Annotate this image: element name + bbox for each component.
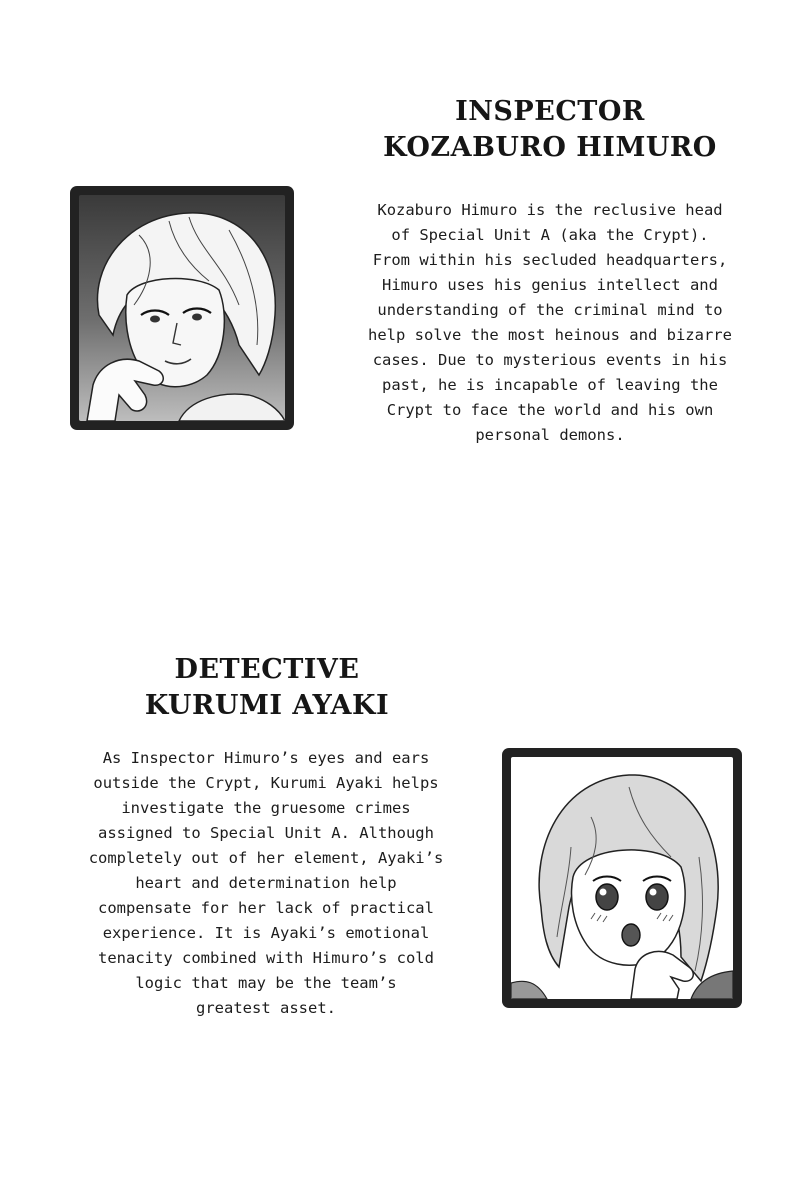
ayaki-portrait-illustration xyxy=(511,757,733,999)
bio-line: greatest asset. xyxy=(196,999,336,1017)
bio-line: past, he is incapable of leaving the xyxy=(382,376,718,394)
bio-line: of Special Unit A (aka the Crypt). xyxy=(391,226,709,244)
bio-line: assigned to Special Unit A. Although xyxy=(98,824,434,842)
bio-line: completely out of her element, Ayaki’s xyxy=(88,849,444,867)
himuro-portrait xyxy=(70,186,294,430)
ayaki-heading xyxy=(100,652,434,724)
bio-line: heart and determination help xyxy=(135,874,397,892)
heading-line: DETECTIVE xyxy=(174,654,360,685)
bio-line: experience. It is Ayaki’s emotional xyxy=(102,924,430,942)
bio-line: Kozaburo Himuro is the reclusive head xyxy=(377,201,723,219)
bio-line: logic that may be the team’s xyxy=(135,974,397,992)
heading-line: KURUMI AYAKI xyxy=(144,690,390,721)
himuro-heading xyxy=(380,94,720,166)
bio-line: investigate the gruesome crimes xyxy=(121,799,411,817)
bio-line: compensate for her lack of practical xyxy=(98,899,434,917)
bio-line: Crypt to face the world and his own xyxy=(386,401,714,419)
ayaki-bio xyxy=(64,746,468,1021)
bio-line: help solve the most heinous and bizarre xyxy=(368,326,732,344)
bio-line: tenacity combined with Himuro’s cold xyxy=(98,949,434,967)
bio-line: As Inspector Himuro’s eyes and ears xyxy=(102,749,430,767)
bio-line: cases. Due to mysterious events in his xyxy=(372,351,728,369)
bio-line: outside the Crypt, Kurumi Ayaki helps xyxy=(93,774,439,792)
ayaki-portrait xyxy=(502,748,742,1008)
bio-line: Himuro uses his genius intellect and xyxy=(382,276,718,294)
himuro-bio xyxy=(346,198,754,448)
bio-line: personal demons. xyxy=(475,426,625,444)
bio-line: understanding of the criminal mind to xyxy=(377,301,723,319)
bio-line: From within his secluded headquarters, xyxy=(372,251,728,269)
heading-line: INSPECTOR xyxy=(455,96,645,127)
heading-line: KOZABURO HIMURO xyxy=(383,132,717,163)
himuro-portrait-illustration xyxy=(79,195,285,421)
